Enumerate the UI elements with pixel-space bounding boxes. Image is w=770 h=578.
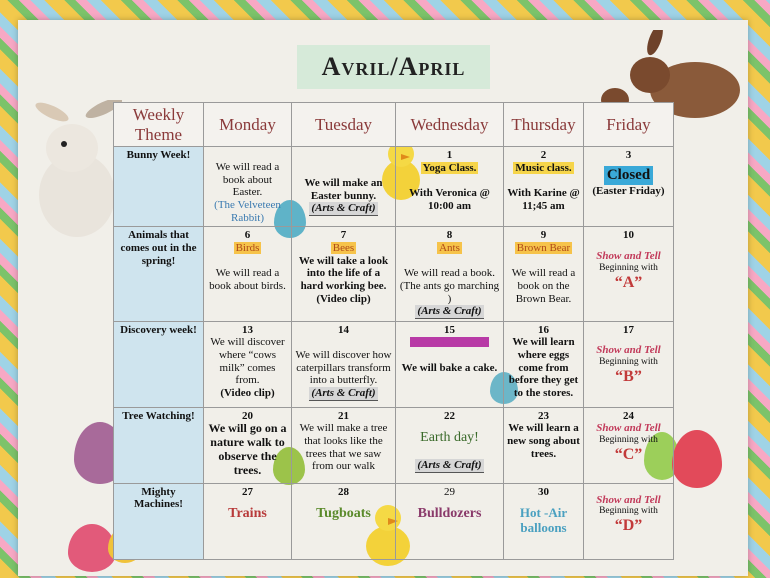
calendar-table xyxy=(113,102,674,560)
date-number: 3 xyxy=(625,149,632,162)
header-thursday: Thursday xyxy=(504,103,584,147)
machine-label: Hot -Air balloons xyxy=(519,505,568,536)
activity-highlight: Ants xyxy=(439,241,460,254)
letter-label: “D” xyxy=(614,517,643,535)
arts-craft-label: (Arts & Craft) xyxy=(311,202,376,215)
day-cell xyxy=(396,147,504,227)
date-number: 28 xyxy=(338,485,349,498)
day-cell xyxy=(292,227,396,321)
header-wednesday: Wednesday xyxy=(396,103,504,147)
white-bunny-icon xyxy=(32,100,122,240)
video-clip-label: (Video clip) xyxy=(220,386,275,399)
activity-highlight: Yoga Class. xyxy=(422,161,477,174)
day-cell xyxy=(292,321,396,407)
closed-badge: Closed xyxy=(604,166,653,185)
day-cell xyxy=(584,227,674,321)
day-cell xyxy=(396,407,504,483)
book-title: (The Velveteen Rabbit) xyxy=(214,199,281,224)
day-cell xyxy=(396,227,504,321)
date-number: 22 xyxy=(444,409,455,422)
date-number: 17 xyxy=(623,323,634,336)
beginning-with-label: Beginning with xyxy=(599,435,658,446)
date-number: 14 xyxy=(338,323,349,336)
date-number: 10 xyxy=(623,229,634,242)
header-row xyxy=(114,103,674,147)
day-cell xyxy=(204,147,292,227)
activity-text: We will read a book. (The ants go marching ) xyxy=(399,267,500,305)
activity-text: We will read a book about Easter. xyxy=(215,161,280,199)
activity-text: With Karine @ 11;45 am xyxy=(507,187,580,212)
theme-cell: Discovery week! xyxy=(114,321,204,407)
activity-text: We will bake a cake. xyxy=(401,361,498,374)
week-row xyxy=(114,321,674,407)
show-and-tell-label: Show and Tell xyxy=(596,344,661,357)
beginning-with-label: Beginning with xyxy=(599,357,658,368)
date-number: 24 xyxy=(623,409,634,422)
show-and-tell-label: Show and Tell xyxy=(596,422,661,435)
date-number: 6 xyxy=(244,229,251,242)
week-row xyxy=(114,483,674,559)
date-number: 15 xyxy=(444,323,455,336)
beginning-with-label: Beginning with xyxy=(599,262,658,273)
show-and-tell-label: Show and Tell xyxy=(596,249,661,262)
activity-highlight: Bees xyxy=(332,241,355,254)
day-cell xyxy=(584,483,674,559)
date-number: 2 xyxy=(540,149,547,162)
theme-cell: Mighty Machines! xyxy=(114,483,204,559)
day-cell xyxy=(292,147,396,227)
header-weekly-theme: Weekly Theme xyxy=(114,103,204,147)
earth-day-label: Earth day! xyxy=(420,430,479,446)
activity-text: We will take a look into the life of a hard working bee. xyxy=(298,254,389,292)
activity-text: We will learn a new song about trees. xyxy=(507,422,580,460)
day-cell xyxy=(504,227,584,321)
beginning-with-label: Beginning with xyxy=(599,506,658,517)
date-number: 20 xyxy=(242,409,253,422)
video-clip-label: (Video clip) xyxy=(316,292,371,305)
activity-text: We will read a book about birds. xyxy=(209,267,286,292)
week-row xyxy=(114,227,674,321)
date-number: 13 xyxy=(242,323,253,336)
machine-label: Tugboats xyxy=(316,506,371,522)
day-cell xyxy=(204,227,292,321)
day-cell xyxy=(584,147,674,227)
date-number: 8 xyxy=(446,229,453,242)
day-cell xyxy=(504,147,584,227)
holiday-text: (Easter Friday) xyxy=(592,184,665,197)
letter-label: “A” xyxy=(614,273,643,291)
machine-label: Bulldozers xyxy=(417,506,482,522)
activity-highlight: Brown Bear xyxy=(516,241,571,254)
show-and-tell-label: Show and Tell xyxy=(596,493,661,506)
activity-text: We will discover where “cows milk” comes from. xyxy=(210,336,285,387)
date-number: 7 xyxy=(340,229,347,242)
activity-highlight: Music class. xyxy=(515,161,572,174)
day-cell xyxy=(204,321,292,407)
date-number: 1 xyxy=(446,149,453,162)
activity-text: We will discover how caterpillars transform into a butterfly. xyxy=(295,349,392,387)
theme-cell: Bunny Week! xyxy=(114,147,204,227)
machine-label: Trains xyxy=(228,506,267,522)
day-cell xyxy=(396,483,504,559)
week-row xyxy=(114,407,674,483)
arts-craft-label: (Arts & Craft) xyxy=(417,459,482,472)
activity-text: We will learn where eggs come from before they get to the stores. xyxy=(508,336,579,399)
day-cell xyxy=(504,407,584,483)
arts-craft-label: (Arts & Craft) xyxy=(311,386,376,399)
date-number: 16 xyxy=(538,323,549,336)
activity-text: With Veronica @ 10:00 am xyxy=(409,187,490,212)
day-cell xyxy=(584,321,674,407)
day-cell xyxy=(396,321,504,407)
header-tuesday: Tuesday xyxy=(292,103,396,147)
day-cell xyxy=(292,483,396,559)
day-cell xyxy=(204,407,292,483)
letter-label: “C” xyxy=(614,445,643,463)
header-friday: Friday xyxy=(584,103,674,147)
date-number: 9 xyxy=(540,229,547,242)
title-banner xyxy=(297,45,490,89)
activity-text: We will make an Easter bunny. xyxy=(304,177,383,202)
activity-text: We will read a book on the Brown Bear. xyxy=(511,267,576,305)
day-cell xyxy=(204,483,292,559)
day-cell xyxy=(504,483,584,559)
letter-label: “B” xyxy=(615,367,642,385)
date-number: 27 xyxy=(242,485,253,498)
activity-text: We will go on a nature walk to observe the trees. xyxy=(208,421,287,477)
date-number: 21 xyxy=(338,409,349,422)
activity-text: We will make a tree that looks like the trees that we saw from our walk xyxy=(299,422,388,473)
date-number: 29 xyxy=(444,485,455,498)
page-title: Avril/April xyxy=(321,52,466,81)
date-number: 23 xyxy=(538,409,549,422)
theme-cell: Animals that comes out in the spring! xyxy=(114,227,204,321)
date-number: 30 xyxy=(538,485,549,498)
day-cell xyxy=(292,407,396,483)
header-monday: Monday xyxy=(204,103,292,147)
day-cell xyxy=(504,321,584,407)
day-cell xyxy=(584,407,674,483)
activity-highlight: We will bake a cake. xyxy=(412,337,487,348)
activity-highlight: Birds xyxy=(235,241,260,254)
arts-craft-label: (Arts & Craft) xyxy=(417,305,482,318)
week-row xyxy=(114,147,674,227)
theme-cell: Tree Watching! xyxy=(114,407,204,483)
